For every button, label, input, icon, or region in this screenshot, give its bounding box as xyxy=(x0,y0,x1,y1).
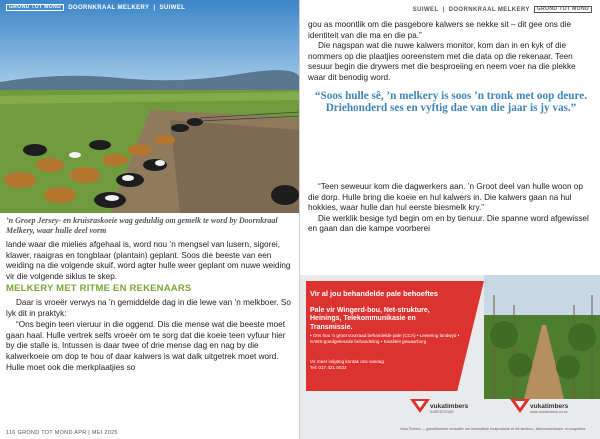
paragraph: Die nagspan wat die nuwe kalwers monitor, kom dan in en kyk of die nommers op die plaatjies ooreenstem met die data op die rekenaar. Teen sesuur begin die drywers met die besproeiing en neem voer na die plekke waar dit benodig word. xyxy=(308,41,576,82)
brand-right[interactable] xyxy=(530,403,568,414)
section-label: DOORNKRAAL MELKERY xyxy=(448,6,530,13)
brand-left xyxy=(430,403,468,414)
brand-name: vukatimbers xyxy=(530,403,569,410)
right-page xyxy=(300,0,600,439)
ad-products: Pale vir Wingerd-bou, Net-strukture, Heinings, Telekommunikasie en Transmissie. xyxy=(310,307,430,331)
brand-url[interactable]: www.vukatimbers.co.za xyxy=(530,410,568,414)
orchard-photo xyxy=(484,275,600,399)
running-head xyxy=(6,4,185,11)
pull-quote: “Soos hulle sê, ’n melkery is soos ’n tronk met oop deure. Driehonderd ses en vyftig dae van die jaar is jy vas.” xyxy=(314,89,588,115)
magazine-logo: GROND TOT MOND xyxy=(6,4,64,11)
ad-details: • Ons hou ’n groot voorraad behandelde pale (CCA) • Lewering landwyd • SABS-goedgekeurde behandeling • Kwaliteit gewaarborg xyxy=(310,333,460,344)
photo-caption: ’n Groep Jersey- en kruisraskoeie wag geduldig om gemelk te word by Doornkraal Melkery, waar hulle deel vorm xyxy=(6,216,278,235)
topic-label: SUIWEL xyxy=(159,4,186,11)
advertisement[interactable] xyxy=(300,275,600,439)
ad-footer: Vuka Timbers — gesertifiseerde verskaffer van behandelde houtprodukte vir die landbou-, telekommunikasie- en kragsektor. xyxy=(400,427,587,431)
topic-label: SUIWEL xyxy=(412,6,439,13)
section-label: DOORNKRAAL MELKERY xyxy=(68,4,150,11)
vuka-logo-icon xyxy=(410,399,430,415)
separator: | xyxy=(153,4,156,11)
paragraph: Daar is vroeër verwys na ’n gemiddelde dag in die lewe van ’n melkboer. So lyk dit in praktyk: xyxy=(6,297,291,318)
brand-name: vukatimbers xyxy=(430,403,469,410)
ad-headline: Vir al jou behandelde pale behoeftes xyxy=(310,289,439,298)
left-body-text xyxy=(6,240,296,374)
paragraph: lande waar die mielies afgehaal is, word nou ’n mengsel van lusern, sigorei, klawer, raaigras en tongblaar (plantain) geplant. Soos die beeste van een weiding na die volgende skuif, word agter hulle weer geplant om nuwe weiding vir die volgende siklus te skep. xyxy=(6,240,291,281)
page-folio: 116 GROND TOT MOND APR | MEI 2025 xyxy=(6,430,118,436)
ad-contact-line: Vir meer inligting kontak ons vandag xyxy=(310,359,384,364)
separator: | xyxy=(442,6,445,13)
right-body-text-2 xyxy=(308,182,594,235)
subheading: MELKERY MET RITME EN REKENAARS xyxy=(6,283,192,295)
vuka-logo-icon-2 xyxy=(510,399,530,415)
running-head xyxy=(413,6,592,13)
paragraph: Die werklik besige tyd begin om en by tienuur. Die spanne word afgewissel en gaan dan die kampe voorberei xyxy=(308,213,589,234)
brand-tag: KAREEDOUW xyxy=(430,410,454,414)
magazine-logo: GROND TOT MOND xyxy=(534,6,592,13)
paragraph: gou as moontlik om die pasgebore kalwers se nekke sit – dit gee ons die identiteit van die ma en die pa.” xyxy=(308,20,572,40)
cattle-photo xyxy=(0,0,300,213)
ad-phone: Tel: 017 421 0032 xyxy=(310,364,347,370)
paragraph: “Ons begin teen vieruur in die oggend. Dis die mense wat die beeste moet gaan haal. Hulle vertrek selfs vroeër om te sorg dat die koeie teen vyfuur hier by die stalle is. Intussen is daar twee of drie mense dag en nag by die kalwerkoeie om dop te hou of daar kalwers is wat dalk uitgetrek moet word. Hulle moet ook die merkplaatjies so xyxy=(6,320,286,372)
paragraph: “Teen seweuur kom die dagwerkers aan. ’n Groot deel van hulle woon op die dorp. Hulle bring die koeie en hul kalwers in. Die kalwers gaan na hul hokkies, waar hulle dan hul eerste biesmelk kry.” xyxy=(308,182,583,213)
right-body-text xyxy=(308,20,594,121)
ad-contact xyxy=(310,359,460,370)
